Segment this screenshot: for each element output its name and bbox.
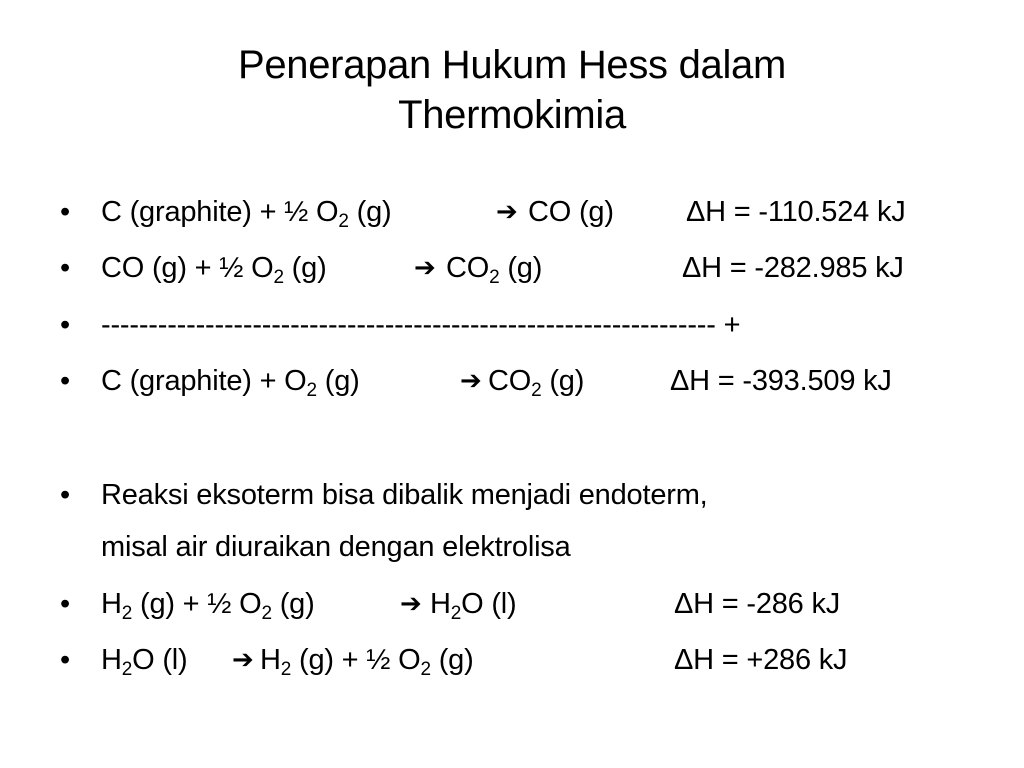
water-1-enthalpy: ΔH = -286 kJ [674,588,841,620]
bullet-2: • [60,252,70,284]
paragraph-row-1 [60,475,990,515]
water-1-reactants: $H_2$ (g) + ½ $O_2$ (g) [101,588,315,624]
water-1-product: $H_2O$ (l) [430,588,517,624]
slide-title [60,40,964,140]
separator-line: ----------------------------------------------------------------- + [101,309,741,341]
title-line-2: Thermokimia [398,93,626,137]
equation-1-product: CO (g) [528,196,614,228]
bullet-5: • [60,479,70,511]
title-line-1: Penerapan Hukum Hess dalam [237,43,787,87]
water-2-products: $H_2$ (g) + ½ $O_2$ (g) [260,644,474,680]
equation-2-reactants: CO (g) + ½ $O_2$ (g) [101,252,327,288]
separator-row [60,305,990,345]
water-2-enthalpy: ΔH = +286 kJ [674,644,848,676]
equation-3-enthalpy: ΔH = -393.509 kJ [670,365,892,397]
bullet-4: • [60,365,70,397]
bullet-7: • [60,644,70,676]
equation-1-enthalpy: ΔH = -110.524 kJ [686,196,906,228]
water-row-1 [60,584,990,624]
equation-1-reactants: C (graphite) + ½ $O_2$ (g) [101,196,392,232]
equation-row-2 [60,248,990,288]
paragraph-line-2: misal air diuraikan dengan elektrolisa [101,531,571,563]
equation-3-product: $CO_2$ (g) [488,365,585,401]
bullet-1: • [60,196,70,228]
water-2-reactant: $H_2O$ (l) [101,644,188,680]
arrow-icon: ➔ [496,197,518,227]
arrow-icon: ➔ [232,645,254,675]
paragraph-row-2 [60,527,990,567]
equation-2-enthalpy: ΔH = -282.985 kJ [682,252,904,284]
equation-2-product: $CO_2$ (g) [446,252,543,288]
bullet-3: • [60,309,70,341]
arrow-icon: ➔ [460,366,482,396]
arrow-icon: ➔ [400,589,422,619]
bullet-6: • [60,588,70,620]
equation-row-3 [60,361,990,401]
water-row-2 [60,640,990,680]
equation-row-1 [60,192,990,232]
equation-3-reactants: C (graphite) + $O_2$ (g) [101,365,360,401]
paragraph-line-1: Reaksi eksoterm bisa dibalik menjadi endoterm, [101,479,708,511]
arrow-icon: ➔ [414,253,436,283]
